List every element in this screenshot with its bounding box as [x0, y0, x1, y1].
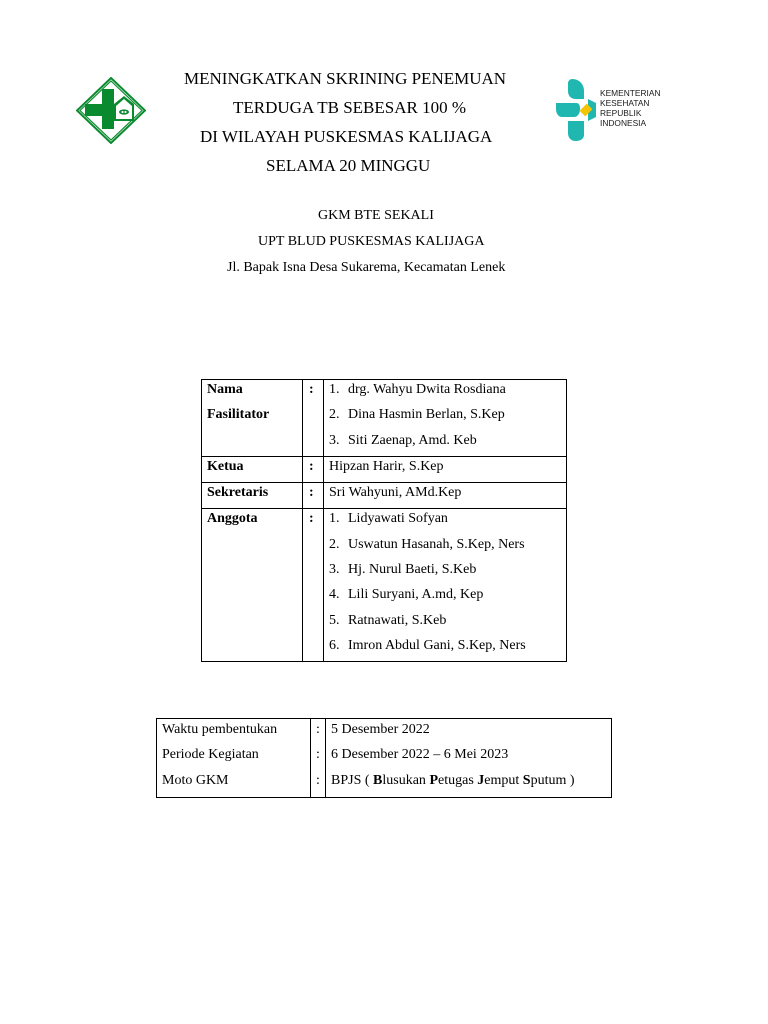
table-row [157, 719, 612, 798]
motto-part: BPJS ( [331, 772, 374, 788]
document-title-line-4: SELAMA 20 MINGGU [266, 156, 431, 175]
list-item: 3. Hj. Nurul Baeti, S.Keb [329, 562, 477, 578]
table-row [202, 380, 567, 457]
kemenkes-line-4: INDONESIA [600, 118, 647, 128]
table-row [202, 509, 567, 662]
motto-part: lusukan [382, 772, 430, 788]
motto-part: emput [484, 772, 523, 788]
institution-name: UPT BLUD PUSKESMAS KALIJAGA [258, 234, 485, 249]
label-line: Nama [207, 382, 243, 397]
kemenkes-logo [554, 77, 664, 143]
row-label: Ketua [202, 456, 303, 482]
info-separators: : : : [311, 719, 326, 798]
info-label: Moto GKM [162, 772, 229, 788]
table-row [202, 483, 567, 509]
row-separator: : [303, 509, 324, 662]
puskesmas-logo-icon [76, 77, 146, 144]
list-item: 6. Imron Abdul Gani, S.Kep, Ners [329, 637, 526, 653]
team-table [201, 379, 567, 662]
row-label: Anggota [202, 509, 303, 662]
document-title-line-3: DI WILAYAH PUSKESMAS KALIJAGA [200, 127, 493, 146]
table-row [202, 456, 567, 482]
row-separator: : [303, 483, 324, 509]
kemenkes-line-2: KESEHATAN [600, 98, 650, 108]
kemenkes-logo-text [600, 88, 661, 128]
row-values [324, 483, 567, 509]
puskesmas-logo [76, 77, 146, 144]
info-table [156, 718, 612, 798]
row-values [324, 509, 567, 662]
motto-part: J [477, 772, 485, 788]
motto-part: etugas [438, 772, 478, 788]
info-label: Waktu pembentukan [162, 722, 278, 737]
row-label: Sekretaris [202, 483, 303, 509]
list-item: 1. drg. Wahyu Dwita Rosdiana [329, 382, 506, 397]
row-separator: : [303, 380, 324, 457]
kemenkes-logo-icon [554, 77, 600, 143]
list-item: 5. Ratnawati, S.Keb [329, 612, 447, 628]
list-item: 2. Uswatun Hasanah, S.Kep, Ners [329, 536, 525, 552]
institution-address: Jl. Bapak Isna Desa Sukarema, Kecamatan Lenek [227, 260, 506, 275]
list-item: Hipzan Harir, S.Kep [329, 458, 444, 474]
list-item: 4. Lili Suryani, A.md, Kep [329, 587, 484, 603]
kemenkes-line-3: REPUBLIK [600, 108, 642, 118]
motto-part: B [373, 772, 383, 788]
kemenkes-line-1: KEMENTERIAN [600, 88, 661, 98]
formation-date: 5 Desember 2022 [331, 722, 430, 737]
list-item: 1. Lidyawati Sofyan [329, 511, 448, 527]
list-item: 2. Dina Hasmin Berlan, S.Kep [329, 407, 505, 423]
info-label: Periode Kegiatan [162, 747, 259, 763]
activity-period: 6 Desember 2022 – 6 Mei 2023 [331, 747, 509, 763]
info-values [326, 719, 612, 798]
document-title-line-2: TERDUGA TB SEBESAR 100 % [233, 98, 466, 117]
motto-part: putum ) [530, 772, 575, 788]
list-item: Sri Wahyuni, AMd.Kep [329, 485, 462, 501]
row-values [324, 456, 567, 482]
row-separator: : [303, 456, 324, 482]
info-labels [157, 719, 311, 798]
row-values [324, 380, 567, 457]
list-item: 3. Siti Zaenap, Amd. Keb [329, 432, 477, 448]
gkm-name: GKM BTE SEKALI [318, 208, 434, 223]
motto-part: P [429, 772, 438, 788]
row-label [202, 380, 303, 457]
gkm-motto [331, 772, 606, 797]
document-title-line-1: MENINGKATKAN SKRINING PENEMUAN [184, 69, 507, 88]
label-line: Fasilitator [207, 407, 270, 423]
motto-part: S [522, 772, 531, 788]
